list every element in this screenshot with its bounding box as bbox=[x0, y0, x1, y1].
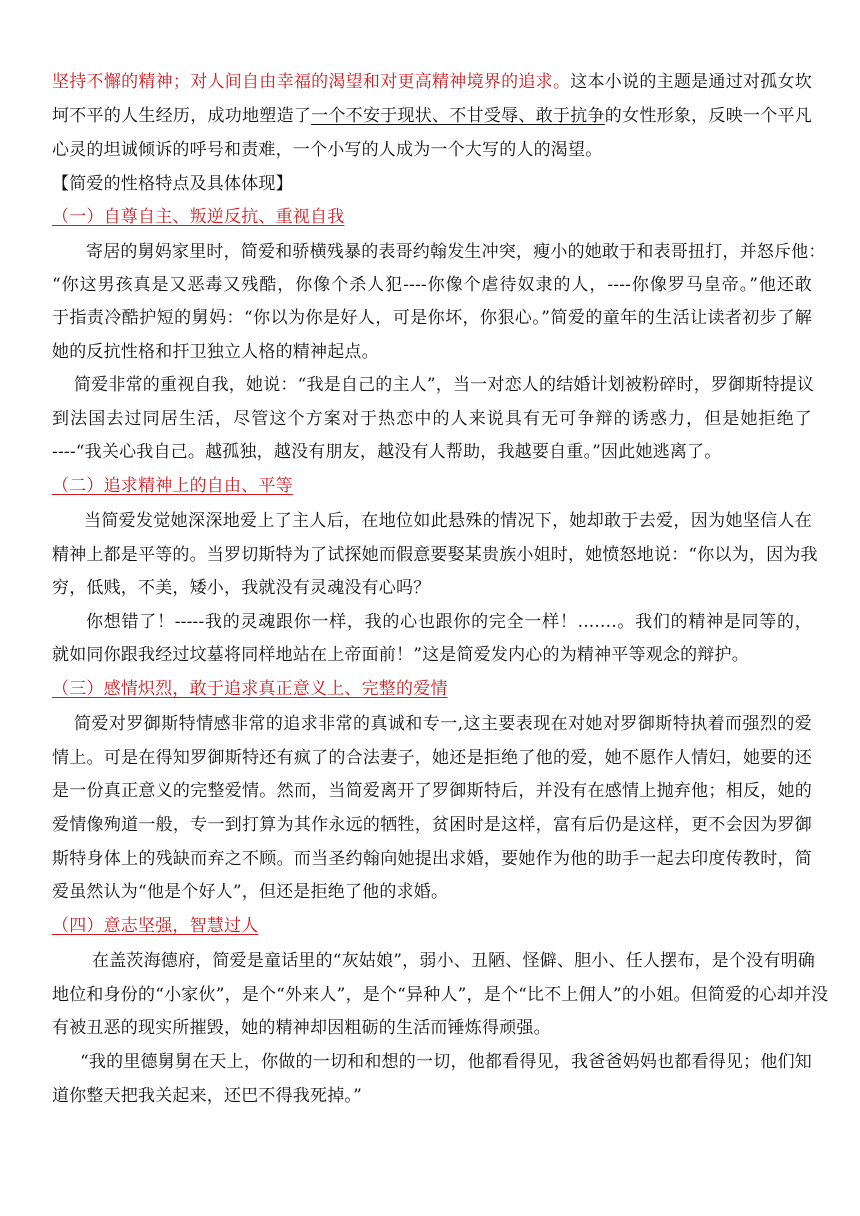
paragraph-line: 穷，低贱，不美，矮小，我就没有灵魂没有心吗？ bbox=[52, 578, 431, 598]
intro-line-3: 心灵的坦诚倾诉的呼号和责难，一个小写的人成为一个大写的人的渴望。 bbox=[52, 140, 603, 160]
intro-text: 的女性形象，反映一个平凡 bbox=[604, 106, 813, 126]
paragraph-line: 简爱对罗御斯特情感非常的追求非常的真诚和专一,这主要表现在对她对罗御斯特执着而强烈的爱 bbox=[74, 714, 812, 734]
paragraph-line: “我的里德舅舅在天上，你做的一切和和想的一切，他都看得见，我爸爸妈妈也都看得见；他们知 bbox=[80, 1052, 812, 1072]
intro-line-1 bbox=[52, 70, 812, 94]
paragraph-line: 地位和身份的“小家伙”，是个“外来人”，是个“异种人”，是个“比不上佣人”的小姐。但简爱的心却并没 bbox=[52, 985, 829, 1005]
paragraph-line: 情上。可是在得知罗御斯特还有疯了的合法妻子，她还是拒绝了他的爱，她不愿作人情妇，她要的还 bbox=[52, 748, 812, 768]
intro-text: 坷不平的人生经历，成功地塑造了 bbox=[52, 106, 312, 126]
paragraph-line: 有被丑恶的现实所摧毁，她的精神却因粗砺的生活而锤炼得顽强。 bbox=[52, 1018, 551, 1038]
paragraph-line: ----“我关心我自己。越孤独，越没有朋友，越没有人帮助，我越要自重。”因此她逃离了。 bbox=[52, 442, 722, 462]
intro-text: 这本小说的主题是通过对孤女坎 bbox=[570, 72, 812, 92]
paragraph-line: 斯特身体上的残缺而弃之不顾。而当圣约翰向她提出求婚，要她作为他的助手一起去印度传教时，简 bbox=[52, 849, 812, 869]
intro-line-2 bbox=[52, 104, 812, 128]
heading-1-text: （一）自尊自主、叛逆反抗、重视自我 bbox=[52, 207, 345, 227]
paragraph-line: 在盖茨海德府，简爱是童话里的“灰姑娘”，弱小、丑陋、怪僻、胆小、任人摆布，是个没有明确 bbox=[92, 951, 815, 971]
heading-2-text: （二）追求精神上的自由、平等 bbox=[52, 476, 293, 496]
paragraph-line: 寄居的舅妈家里时，简爱和骄横残暴的表哥约翰发生冲突，瘦小的她敢于和表哥扭打，并怒斥他： bbox=[86, 242, 826, 262]
heading-4-text: （四）意志坚强，智慧过人 bbox=[52, 916, 259, 936]
paragraph-line: 就如同你跟我经过坟墓将同样地站在上帝面前！”这是简爱发内心的为精神平等观念的辩护。 bbox=[52, 645, 749, 665]
paragraph-line: 她的反抗性格和扞卫独立人格的精神起点。 bbox=[52, 342, 379, 362]
paragraph-line: 精神上都是平等的。当罗切斯特为了试探她而假意要娶某贵族小姐时，她愤怒地说：“你以为，因为我 bbox=[52, 545, 818, 565]
heading-3-text: （三）感情炽烈，敢于追求真正意义上、完整的爱情 bbox=[52, 679, 448, 699]
paragraph-line: 道你整天把我关起来，还巴不得我死掉。” bbox=[52, 1086, 362, 1106]
heading-3 bbox=[52, 677, 812, 701]
heading-1 bbox=[52, 205, 812, 229]
paragraph-line: “你这男孩真是又恶毒又残酷，你像个杀人犯----你像个虐待奴隶的人，----你像罗马皇帝。”他还敢 bbox=[52, 275, 812, 295]
paragraph-line: 爱虽然认为“他是个好人”，但还是拒绝了他的求婚。 bbox=[52, 882, 449, 902]
paragraph-line: 于指责冷酷护短的舅妈：“你以为你是好人，可是你坏，你狠心。”简爱的童年的生活让读者初步了解 bbox=[52, 308, 812, 328]
section-title: 【简爱的性格特点及具体体现】 bbox=[52, 174, 293, 194]
paragraph-line: 到法国去过同居生活，尽管这个方案对于热恋中的人来说具有无可争辩的诱惑力，但是她拒绝了 bbox=[52, 409, 812, 429]
paragraph-line: 你想错了！-----我的灵魂跟你一样，我的心也跟你的完全一样！.......。我们的精神是同等的， bbox=[86, 612, 812, 632]
paragraph-line: 当简爱发觉她深深地爱上了主人后，在地位如此悬殊的情况下，她却敢于去爱，因为她坚信人在 bbox=[84, 511, 812, 531]
intro-red-text: 坚持不懈的精神；对人间自由幸福的渴望和对更高精神境界的追求。 bbox=[52, 72, 571, 92]
paragraph-line: 爱情像殉道一般，专一到打算为其作永远的牺牲，贫困时是这样，富有后仍是这样，更不会因为罗御 bbox=[52, 815, 812, 835]
heading-2 bbox=[52, 474, 812, 498]
heading-4 bbox=[52, 914, 812, 938]
paragraph-line: 简爱非常的重视自我，她说：“我是自己的主人”，当一对恋人的结婚计划被粉碎时，罗御斯特提议 bbox=[74, 375, 815, 395]
paragraph-line: 是一份真正意义的完整爱情。然而，当简爱离开了罗御斯特后，并没有在感情上抛弃他；相反，她的 bbox=[52, 781, 812, 801]
underlined-phrase: 一个不安于现状、不甘受辱、敢于抗争 bbox=[311, 106, 605, 126]
